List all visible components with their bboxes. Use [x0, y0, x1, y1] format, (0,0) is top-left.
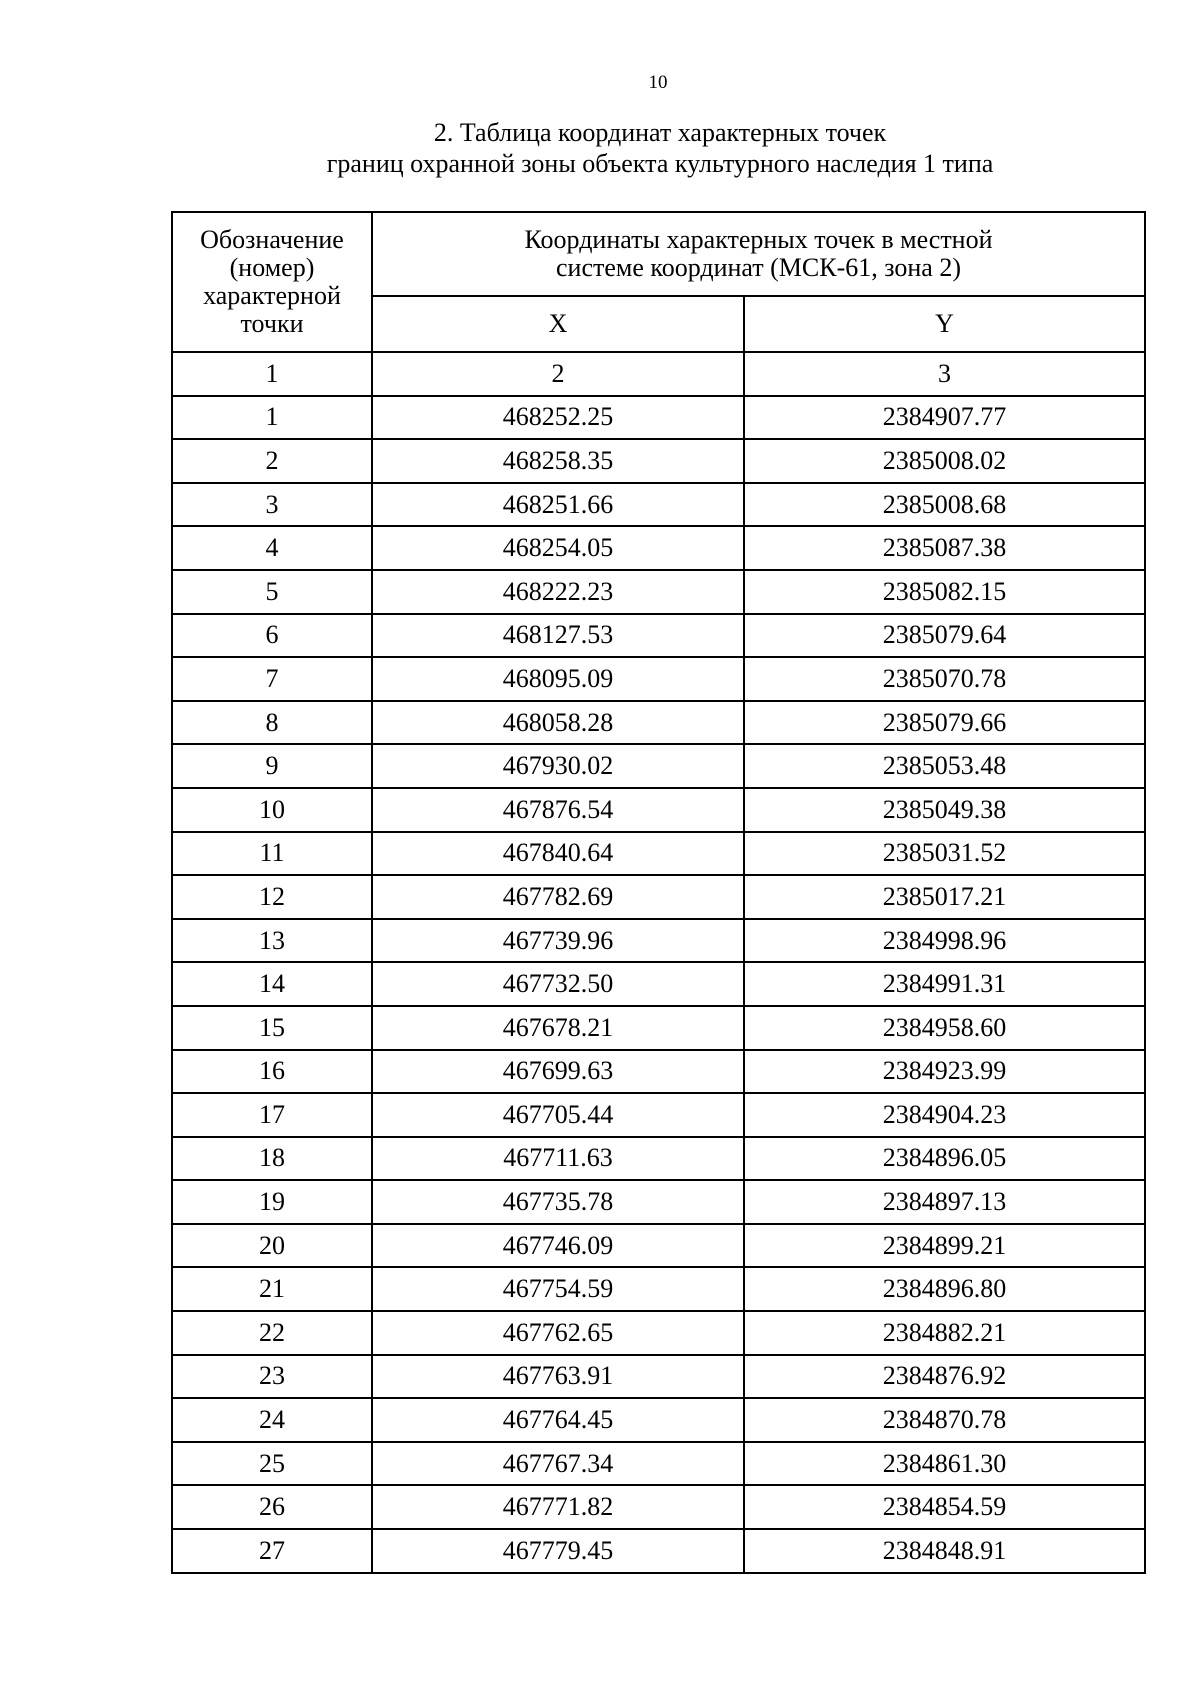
point-number-cell: 22 [172, 1311, 372, 1355]
column-number: 3 [744, 352, 1145, 396]
table-row [172, 439, 1145, 483]
y-coordinate-cell: 2385082.15 [744, 570, 1145, 614]
point-number-cell: 14 [172, 962, 372, 1006]
point-number-cell: 21 [172, 1267, 372, 1311]
point-number-cell: 7 [172, 657, 372, 701]
point-number-cell: 3 [172, 483, 372, 527]
point-number-cell: 13 [172, 919, 372, 963]
y-coordinate-cell: 2384896.05 [744, 1137, 1145, 1181]
x-coordinate-cell: 467739.96 [372, 919, 744, 963]
table-row [172, 962, 1145, 1006]
table-row [172, 1267, 1145, 1311]
x-coordinate-cell: 468095.09 [372, 657, 744, 701]
coordinates-table [171, 211, 1146, 1574]
table-row [172, 875, 1145, 919]
y-coordinate-cell: 2385008.02 [744, 439, 1145, 483]
x-coordinate-cell: 467763.91 [372, 1355, 744, 1399]
point-number-cell: 2 [172, 439, 372, 483]
table-row [172, 526, 1145, 570]
x-coordinate-cell: 467782.69 [372, 875, 744, 919]
table-row [172, 483, 1145, 527]
point-number-cell: 1 [172, 396, 372, 440]
point-number-cell: 15 [172, 1006, 372, 1050]
x-coordinate-cell: 467767.34 [372, 1442, 744, 1486]
point-number-cell: 27 [172, 1529, 372, 1573]
y-coordinate-cell: 2384882.21 [744, 1311, 1145, 1355]
y-column-header: Y [744, 296, 1145, 352]
point-number-cell: 20 [172, 1224, 372, 1268]
table-row [172, 744, 1145, 788]
y-coordinate-cell: 2384854.59 [744, 1485, 1145, 1529]
y-coordinate-cell: 2384958.60 [744, 1006, 1145, 1050]
x-coordinate-cell: 467930.02 [372, 744, 744, 788]
x-coordinate-cell: 468254.05 [372, 526, 744, 570]
table-row [172, 614, 1145, 658]
x-coordinate-cell: 467732.50 [372, 962, 744, 1006]
x-coordinate-cell: 467735.78 [372, 1180, 744, 1224]
point-number-cell: 24 [172, 1398, 372, 1442]
column-number-row [172, 352, 1145, 396]
point-designation-header: Обозначение (номер) характерной точки [172, 212, 372, 352]
column-number: 2 [372, 352, 744, 396]
table-row [172, 1485, 1145, 1529]
x-coordinate-cell: 467678.21 [372, 1006, 744, 1050]
table-row [172, 1355, 1145, 1399]
table-header-row [172, 212, 1145, 296]
y-coordinate-cell: 2385008.68 [744, 483, 1145, 527]
table-row [172, 1050, 1145, 1094]
x-coordinate-cell: 468251.66 [372, 483, 744, 527]
column-number: 1 [172, 352, 372, 396]
y-coordinate-cell: 2384923.99 [744, 1050, 1145, 1094]
x-coordinate-cell: 468258.35 [372, 439, 744, 483]
table-row [172, 1006, 1145, 1050]
y-coordinate-cell: 2384904.23 [744, 1093, 1145, 1137]
y-coordinate-cell: 2385053.48 [744, 744, 1145, 788]
point-number-cell: 8 [172, 701, 372, 745]
page-number: 10 [648, 72, 668, 93]
point-number-cell: 26 [172, 1485, 372, 1529]
point-number-cell: 11 [172, 832, 372, 876]
y-coordinate-cell: 2384870.78 [744, 1398, 1145, 1442]
table-row [172, 701, 1145, 745]
point-number-cell: 9 [172, 744, 372, 788]
x-coordinate-cell: 467764.45 [372, 1398, 744, 1442]
title-line-2: границ охранной зоны объекта культурного наследия 1 типа [326, 149, 994, 178]
x-coordinate-cell: 468252.25 [372, 396, 744, 440]
y-coordinate-cell: 2384848.91 [744, 1529, 1145, 1573]
point-number-cell: 18 [172, 1137, 372, 1181]
x-coordinate-cell: 467705.44 [372, 1093, 744, 1137]
x-column-header: X [372, 296, 744, 352]
table-row [172, 1180, 1145, 1224]
x-coordinate-cell: 468058.28 [372, 701, 744, 745]
x-coordinate-cell: 467699.63 [372, 1050, 744, 1094]
y-coordinate-cell: 2384991.31 [744, 962, 1145, 1006]
table-row [172, 788, 1145, 832]
title-line-1: 2. Таблица координат характерных точек [433, 118, 887, 147]
table-row [172, 1442, 1145, 1486]
y-coordinate-cell: 2385031.52 [744, 832, 1145, 876]
y-coordinate-cell: 2384861.30 [744, 1442, 1145, 1486]
y-coordinate-cell: 2385017.21 [744, 875, 1145, 919]
table-row [172, 657, 1145, 701]
y-coordinate-cell: 2384998.96 [744, 919, 1145, 963]
coordinates-header: Координаты характерных точек в местной системе координат (МСК-61, зона 2) [372, 212, 1145, 296]
table-row [172, 1398, 1145, 1442]
y-coordinate-cell: 2384907.77 [744, 396, 1145, 440]
y-coordinate-cell: 2384896.80 [744, 1267, 1145, 1311]
y-coordinate-cell: 2385070.78 [744, 657, 1145, 701]
x-coordinate-cell: 467771.82 [372, 1485, 744, 1529]
y-coordinate-cell: 2385049.38 [744, 788, 1145, 832]
point-number-cell: 17 [172, 1093, 372, 1137]
y-coordinate-cell: 2384899.21 [744, 1224, 1145, 1268]
point-number-cell: 25 [172, 1442, 372, 1486]
table-row [172, 1093, 1145, 1137]
x-coordinate-cell: 467746.09 [372, 1224, 744, 1268]
table-row [172, 832, 1145, 876]
y-coordinate-cell: 2385079.66 [744, 701, 1145, 745]
table-row [172, 1137, 1145, 1181]
table-row [172, 1224, 1145, 1268]
x-coordinate-cell: 467762.65 [372, 1311, 744, 1355]
y-coordinate-cell: 2385087.38 [744, 526, 1145, 570]
table-row [172, 919, 1145, 963]
x-coordinate-cell: 468222.23 [372, 570, 744, 614]
y-coordinate-cell: 2384897.13 [744, 1180, 1145, 1224]
point-number-cell: 23 [172, 1355, 372, 1399]
y-coordinate-cell: 2384876.92 [744, 1355, 1145, 1399]
x-coordinate-cell: 467779.45 [372, 1529, 744, 1573]
point-number-cell: 4 [172, 526, 372, 570]
y-coordinate-cell: 2385079.64 [744, 614, 1145, 658]
x-coordinate-cell: 467711.63 [372, 1137, 744, 1181]
point-number-cell: 6 [172, 614, 372, 658]
point-number-cell: 5 [172, 570, 372, 614]
table-row [172, 1529, 1145, 1573]
x-coordinate-cell: 467876.54 [372, 788, 744, 832]
point-number-cell: 16 [172, 1050, 372, 1094]
point-number-cell: 19 [172, 1180, 372, 1224]
x-coordinate-cell: 467754.59 [372, 1267, 744, 1311]
table-row [172, 570, 1145, 614]
x-coordinate-cell: 468127.53 [372, 614, 744, 658]
x-coordinate-cell: 467840.64 [372, 832, 744, 876]
point-number-cell: 10 [172, 788, 372, 832]
document-title [250, 117, 1070, 179]
table-row [172, 396, 1145, 440]
table-row [172, 1311, 1145, 1355]
point-number-cell: 12 [172, 875, 372, 919]
